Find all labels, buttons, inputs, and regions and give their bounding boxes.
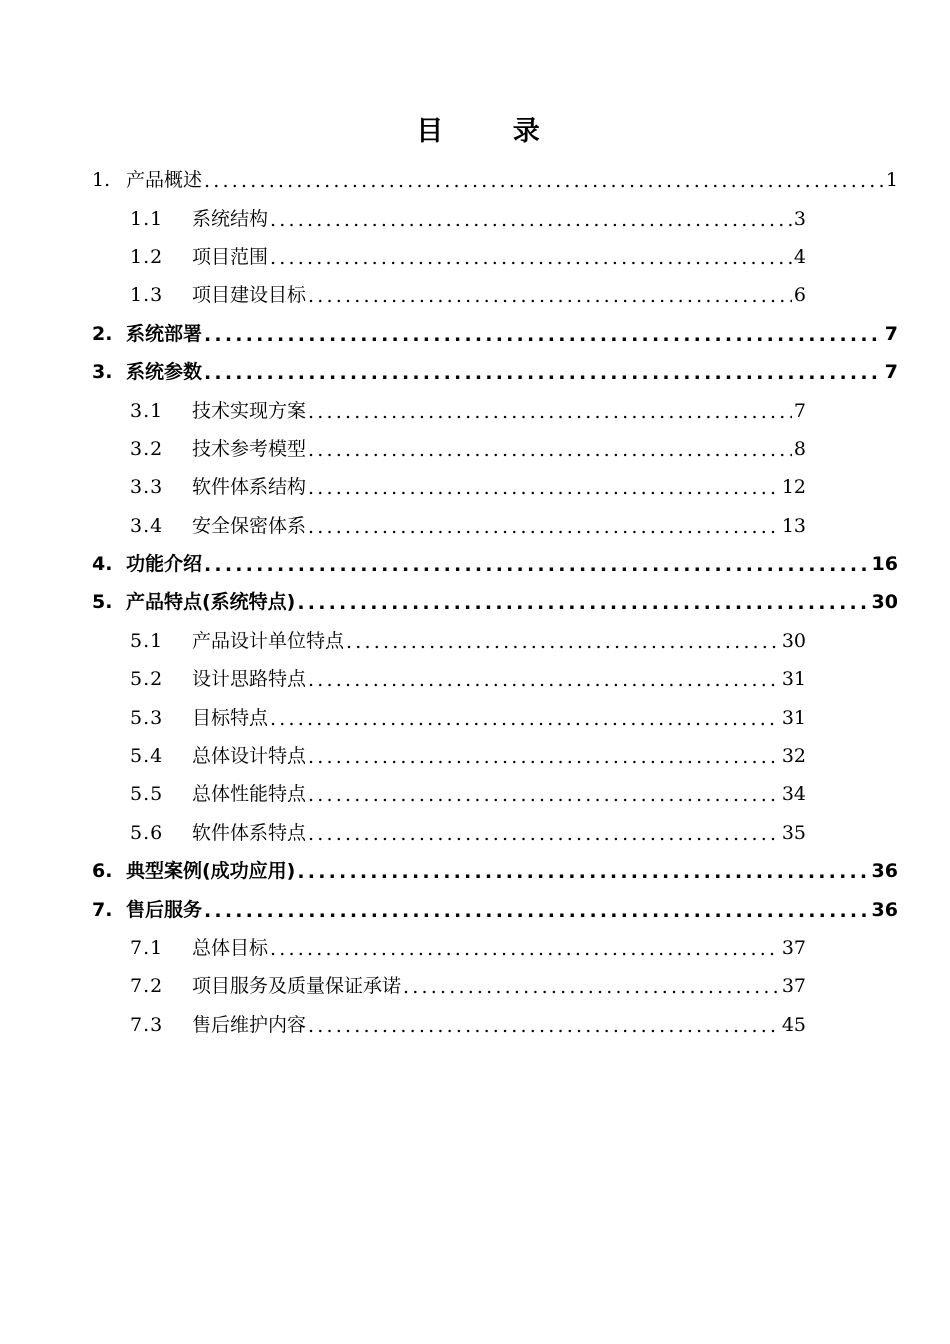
toc-entry-title: 总体性能特点 xyxy=(192,783,307,806)
toc-entry-number: 7.3 xyxy=(130,1013,164,1036)
toc-entry-number: 3.1 xyxy=(130,399,164,422)
toc-entry-page-number: 34 xyxy=(781,783,806,806)
toc-entry-number: 1.1 xyxy=(130,207,164,230)
toc-entry-page-number: 4 xyxy=(793,245,806,268)
toc-entry-section[interactable] xyxy=(0,967,806,1005)
toc-dot-leader xyxy=(204,361,883,385)
toc-entry-number: 5.2 xyxy=(130,668,164,691)
toc-entry-section[interactable] xyxy=(0,737,806,775)
toc-entry-title: 产品特点(系统特点) xyxy=(126,591,296,614)
toc-entry-page-number: 1 xyxy=(885,169,898,192)
toc-entry-title: 设计思路特点 xyxy=(192,668,307,691)
toc-dot-leader xyxy=(204,553,870,577)
toc-entry-number: 5.1 xyxy=(130,629,164,652)
toc-dot-leader xyxy=(204,899,870,923)
toc-entry-title: 项目建设目标 xyxy=(192,284,307,307)
toc-entry-title: 软件体系结构 xyxy=(192,476,307,499)
toc-entry-page-number: 37 xyxy=(781,937,806,959)
toc-dot-leader xyxy=(403,975,780,999)
toc-entry-section[interactable] xyxy=(0,814,806,852)
toc-entry-chapter[interactable] xyxy=(0,353,898,391)
toc-entry-title: 技术实现方案 xyxy=(192,399,307,422)
toc-entry-title: 项目服务及质量保证承诺 xyxy=(192,975,402,998)
toc-entry-page-number: 30 xyxy=(781,629,806,652)
toc-entry-chapter[interactable] xyxy=(0,890,898,928)
toc-entry-title: 软件体系特点 xyxy=(192,821,307,844)
toc-entry-section[interactable] xyxy=(0,929,806,967)
toc-entry-chapter[interactable] xyxy=(0,583,898,621)
toc-entry-section[interactable] xyxy=(0,276,806,314)
toc-dot-leader xyxy=(270,208,792,232)
toc-entry-number: 5.4 xyxy=(130,745,164,768)
toc-entry-page-number: 7 xyxy=(884,322,898,345)
toc-dot-leader xyxy=(204,169,884,193)
toc-entry-chapter[interactable] xyxy=(0,852,898,890)
toc-entry-number: 6. xyxy=(92,860,113,883)
toc-entry-section[interactable] xyxy=(0,660,806,698)
toc-dot-leader xyxy=(308,515,780,539)
toc-entry-title: 系统结构 xyxy=(192,207,269,230)
toc-entry-number: 3.2 xyxy=(130,437,164,460)
toc-entry-title: 售后服务 xyxy=(126,898,203,921)
toc-entry-page-number: 13 xyxy=(781,514,806,537)
toc-entry-number: 5. xyxy=(92,591,113,614)
toc-entry-section[interactable] xyxy=(0,622,806,660)
toc-entry-chapter[interactable] xyxy=(0,161,898,199)
toc-entry-section[interactable] xyxy=(0,1006,806,1044)
toc-entry-number: 5.6 xyxy=(130,821,164,844)
toc-entry-number: 1.2 xyxy=(130,245,164,268)
toc-entry-title: 总体目标 xyxy=(192,937,269,959)
toc-dot-leader xyxy=(204,323,883,347)
toc-dot-leader xyxy=(308,668,780,692)
toc-entry-number: 5.5 xyxy=(130,783,164,806)
toc-list xyxy=(0,161,950,1044)
toc-entry-section[interactable] xyxy=(0,430,806,468)
toc-entry-number: 5.3 xyxy=(130,706,164,729)
toc-entry-number: 3.4 xyxy=(130,514,164,537)
toc-entry-title: 目标特点 xyxy=(192,706,269,729)
toc-entry-page-number: 36 xyxy=(871,898,898,921)
toc-entry-page-number: 30 xyxy=(871,591,898,614)
toc-entry-page-number: 8 xyxy=(793,437,806,460)
toc-dot-leader xyxy=(297,860,869,884)
toc-dot-leader xyxy=(308,438,792,462)
toc-entry-page-number: 37 xyxy=(781,975,806,998)
toc-entry-page-number: 7 xyxy=(884,361,898,384)
toc-entry-chapter[interactable] xyxy=(0,545,898,583)
toc-dot-leader xyxy=(308,400,792,424)
toc-entry-page-number: 12 xyxy=(781,476,806,499)
toc-entry-number: 7.2 xyxy=(130,975,164,998)
toc-dot-leader xyxy=(270,246,792,270)
toc-title: 目 录 xyxy=(416,116,570,147)
toc-entry-page-number: 31 xyxy=(781,668,806,691)
toc-entry-title: 产品设计单位特点 xyxy=(192,629,345,652)
toc-entry-title: 总体设计特点 xyxy=(192,745,307,768)
toc-entry-title: 售后维护内容 xyxy=(192,1013,307,1036)
toc-dot-leader xyxy=(308,284,792,308)
toc-entry-page-number: 6 xyxy=(793,284,806,307)
toc-entry-page-number: 16 xyxy=(871,553,898,576)
toc-entry-title: 技术参考模型 xyxy=(192,437,307,460)
toc-entry-title: 项目范围 xyxy=(192,245,269,268)
toc-entry-page-number: 3 xyxy=(793,207,806,230)
toc-entry-section[interactable] xyxy=(0,507,806,545)
toc-entry-number: 1.3 xyxy=(130,284,164,307)
toc-dot-leader xyxy=(308,476,780,500)
toc-entry-page-number: 31 xyxy=(781,706,806,729)
toc-entry-page-number: 45 xyxy=(781,1013,806,1036)
toc-entry-title: 产品概述 xyxy=(126,169,203,192)
toc-entry-title: 典型案例(成功应用) xyxy=(126,860,296,883)
toc-dot-leader xyxy=(297,591,869,615)
toc-dot-leader xyxy=(270,937,780,961)
toc-entry-number: 3. xyxy=(92,361,113,384)
toc-entry-chapter[interactable] xyxy=(0,315,898,353)
toc-entry-page-number: 36 xyxy=(871,860,898,883)
toc-entry-title: 安全保密体系 xyxy=(192,514,307,537)
toc-entry-title: 系统部署 xyxy=(126,322,203,345)
toc-entry-section[interactable] xyxy=(0,199,806,237)
toc-entry-section[interactable] xyxy=(0,238,806,276)
toc-entry-section[interactable] xyxy=(0,468,806,506)
toc-dot-leader xyxy=(346,630,780,654)
toc-entry-number: 1. xyxy=(92,169,111,192)
toc-dot-leader xyxy=(308,745,780,769)
toc-entry-page-number: 32 xyxy=(781,745,806,768)
toc-entry-section[interactable] xyxy=(0,391,806,429)
toc-entry-section[interactable] xyxy=(0,698,806,736)
toc-entry-number: 4. xyxy=(92,553,113,576)
toc-entry-number: 3.3 xyxy=(130,476,164,499)
toc-entry-number: 7.1 xyxy=(130,937,164,959)
toc-entry-title: 系统参数 xyxy=(126,361,203,384)
toc-dot-leader xyxy=(270,707,780,731)
toc-dot-leader xyxy=(308,822,780,846)
toc-dot-leader xyxy=(308,783,780,807)
toc-entry-page-number: 7 xyxy=(793,399,806,422)
toc-entry-section[interactable] xyxy=(0,775,806,813)
toc-entry-number: 7. xyxy=(92,898,113,921)
toc-entry-title: 功能介绍 xyxy=(126,553,203,576)
toc-entry-number: 2. xyxy=(92,322,113,345)
toc-dot-leader xyxy=(308,1014,780,1038)
toc-entry-page-number: 35 xyxy=(781,821,806,844)
